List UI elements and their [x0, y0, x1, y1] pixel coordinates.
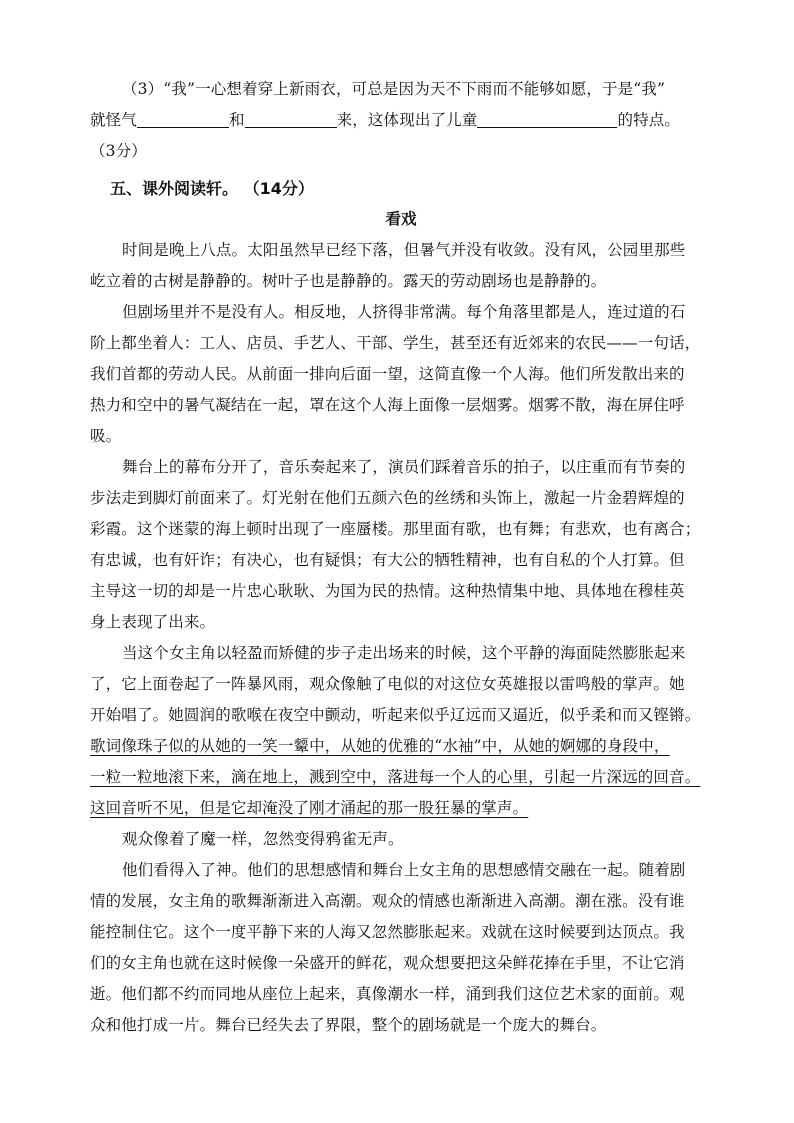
paragraph-line: 舞台上的幕布分开了，音乐奏起来了，演员们踩着音乐的拍子，以庄重而有节奏的	[122, 458, 686, 476]
question-3-and: 和	[228, 111, 245, 129]
paragraph-line: 众和他打成一片。舞台已经失去了界限，整个的剧场就是一个庞大的舞台。	[90, 1016, 607, 1034]
section-score: （14分）	[243, 179, 314, 198]
paragraph-line: 阶上都坐着人：工人、店员、手艺人、干部、学生，甚至还有近郊来的农民——一句话，	[90, 334, 701, 352]
paragraph-line: 有忠诚，也有奸诈；有决心，也有疑惧；有大公的牺牲精神，也有自私的个人打算。但	[90, 551, 685, 569]
paragraph-line: 情的发展，女主角的歌舞渐渐进入高潮。观众的情感也渐渐进入高潮。潮在涨。没有谁	[90, 892, 685, 910]
question-3-line-1: （3）“我”一心想着穿上新雨衣，可总是因为天不下雨而不能够如愿，于是“我”	[122, 80, 666, 98]
answer-blank-2[interactable]	[245, 109, 337, 128]
paragraph-line: 主导这一切的却是一片忠心耿耿、为国为民的热情。这种热情集中地、具体地在穆桂英	[90, 582, 685, 600]
article-title: 看戏	[385, 210, 417, 228]
paragraph-line: 步法走到脚灯前面来了。灯光射在他们五颜六色的丝绣和头饰上，激起一片金碧辉煌的	[90, 489, 685, 507]
paragraph-line: 了，它上面卷起了一阵暴风雨，观众像触了电似的对这位女英雄报以雷鸣般的掌声。她	[90, 675, 685, 693]
paragraph-line: 逝。他们都不约而同地从座位上起来，真像潮水一样，涌到我们这位艺术家的面前。观	[90, 985, 685, 1003]
underlined-sentence-line: 一粒一粒地滚下来，滴在地上，溅到空中，落进每一个人的心里，引起一片深远的回音。	[90, 768, 701, 786]
paragraph-line: 吸。	[90, 427, 122, 445]
question-3-line-2	[90, 105, 712, 136]
question-3-prefix: 就怪气	[90, 111, 137, 129]
question-3-middle: 来，这体现出了儿童	[336, 111, 478, 129]
answer-blank-1[interactable]	[137, 109, 229, 128]
paragraph-line: 当这个女主角以轻盈而矫健的步子走出场来的时候，这个平静的海面陡然膨胀起来	[122, 644, 686, 662]
section-title: 五、课外阅读轩。	[110, 179, 239, 198]
paragraph-line: 开始唱了。她圆润的歌喉在夜空中颤动，听起来似乎辽远而又逼近，似乎柔和而又铿锵。	[90, 706, 701, 724]
answer-blank-3[interactable]	[477, 109, 617, 128]
exam-page	[90, 74, 712, 1041]
paragraph-line: 屹立着的古树是静静的。树叶子也是静静的。露天的劳动剧场也是静静的。	[90, 272, 607, 290]
underlined-sentence-line: 歌词像珠子似的从她的一笑一颦中，从她的优雅的“水袖”中，从她的婀娜的身段中，	[90, 737, 670, 755]
paragraph-line: 观众像着了魔一样，忽然变得鸦雀无声。	[122, 830, 404, 848]
underlined-sentence-line: 这回音听不见，但是它却淹没了刚才涌起的那一股狂暴的掌声。	[90, 799, 529, 817]
paragraph-line: 彩霞。这个迷蒙的海上顿时出现了一座蜃楼。那里面有歌，也有舞；有悲欢，也有离合；	[90, 520, 701, 538]
section-heading	[90, 173, 712, 204]
paragraph-line: 热力和空中的暑气凝结在一起，罩在这个人海上面像一层烟雾。烟雾不散，海在屏住呼	[90, 396, 685, 414]
paragraph-line: 他们看得入了神。他们的思想感情和舞台上女主角的思想感情交融在一起。随着剧	[122, 861, 686, 879]
paragraph-line: 们的女主角也就在这时候像一朵盛开的鲜花，观众想要把这朵鲜花捧在手里，不让它消	[90, 954, 685, 972]
paragraph-line: 但剧场里并不是没有人。相反地，人挤得非常满。每个角落里都是人，连过道的石	[122, 303, 686, 321]
paragraph-line: 我们首都的劳动人民。从前面一排向后面一望，这简直像一个人海。他们所发散出来的	[90, 365, 685, 383]
paragraph-line: 时间是晚上八点。太阳虽然早已经下落，但暑气并没有收敛。没有风，公园里那些	[122, 241, 686, 259]
question-3-suffix: 的特点。	[617, 111, 681, 129]
paragraph-line: 身上表现了出来。	[90, 613, 216, 631]
question-3-score: （3分）	[90, 142, 147, 160]
paragraph-line: 能控制住它。这个一度平静下来的人海又忽然膨胀起来。戏就在这时候要到达顶点。我	[90, 923, 685, 941]
